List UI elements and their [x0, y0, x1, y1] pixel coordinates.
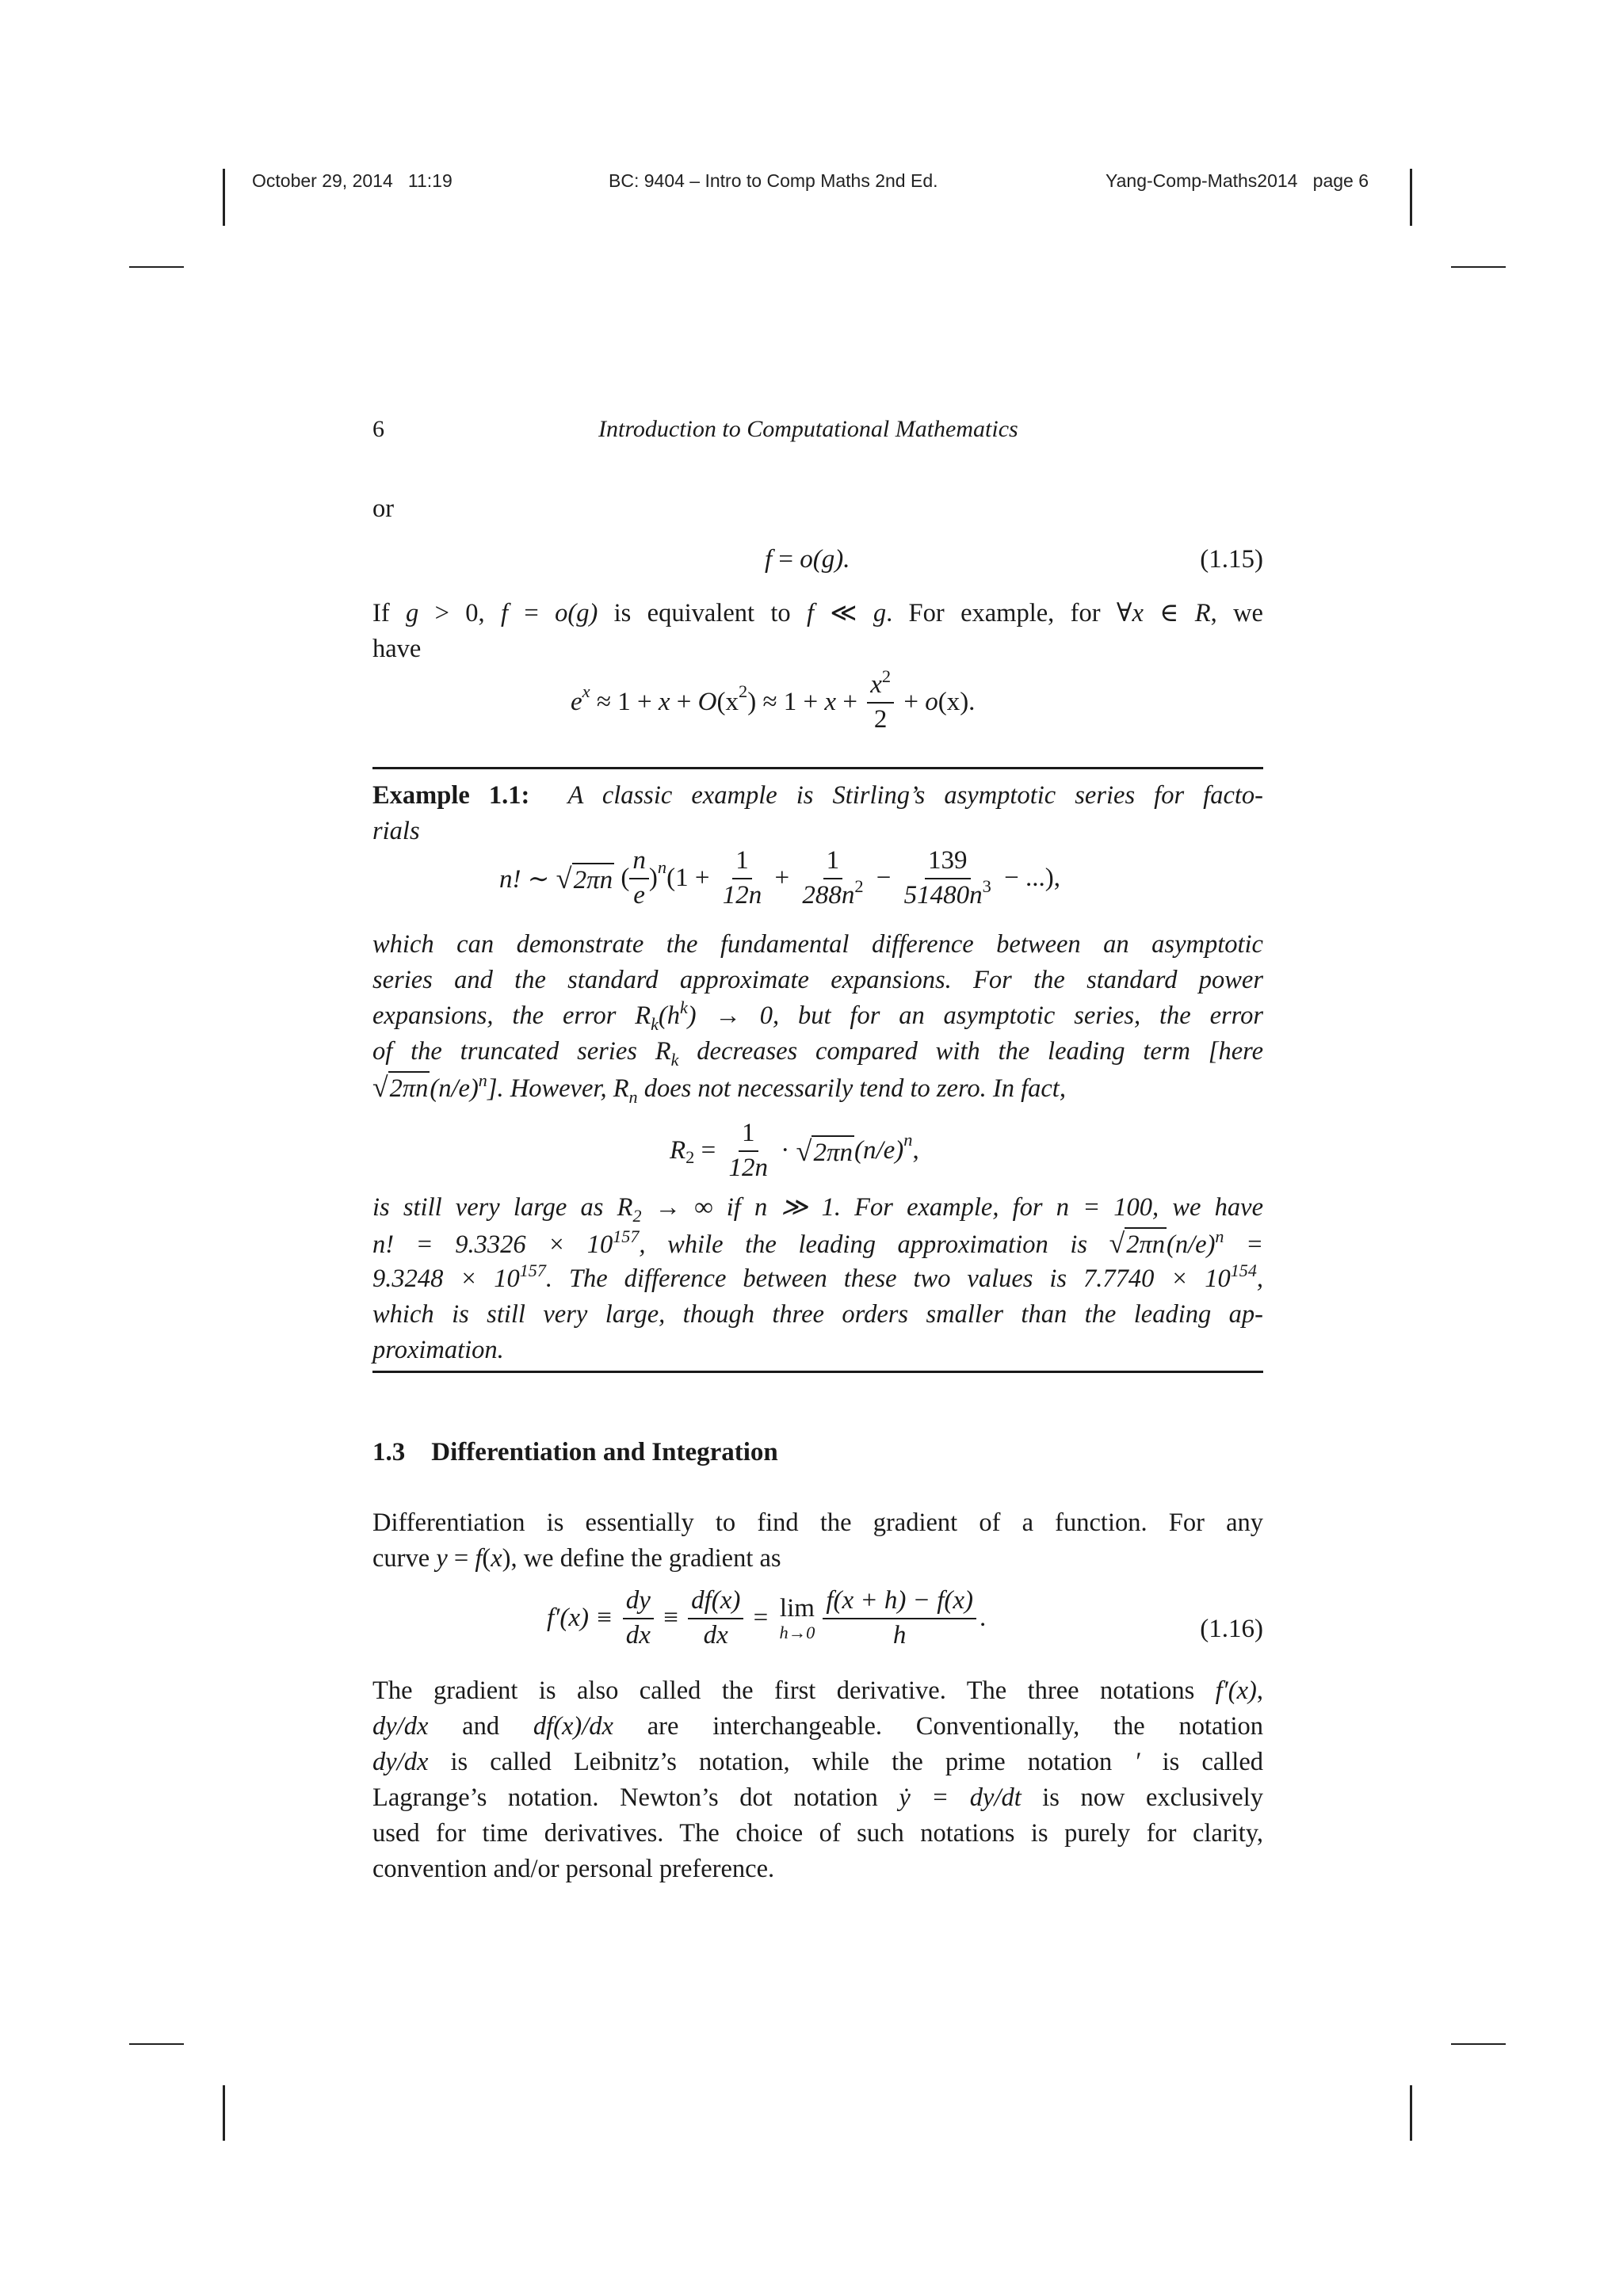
paragraph-2-line-2: curve y = f(x), we define the gradient as: [372, 1544, 781, 1573]
text-or: or: [372, 494, 395, 523]
crop-mark-bottom-right-vertical: [1410, 2085, 1412, 2141]
crop-mark-top-left-vertical: [223, 169, 225, 226]
sqrt-2-pi-n: √2πn: [556, 862, 613, 894]
paragraph-3-line-4: Lagrange’s notation. Newton’s dot notation ẏ = dy/dt is now exclusively: [372, 1783, 1263, 1812]
fraction-1-over-12n-r2: $\frac{1}{12n}$: [728, 1119, 769, 1182]
example-text-line-1: which can demonstrate the fundamental difference between an asymptotic: [372, 930, 1263, 959]
fraction-difference-quotient: $\frac{f(x + h) - f(x)}{h}$: [823, 1586, 976, 1651]
paragraph-3-line-2: dy/dx and df(x)/dx are interchangeable. Conventionally, the notation: [372, 1712, 1263, 1741]
example-text-line-5: $√2\pi n(n/e)^n$]. However, $R_n$ does not necessarily tend to zero. In fact,: [372, 1070, 1066, 1107]
paragraph-3-line-3: dy/dx is called Leibnitz’s notation, while the prime notation ′ is called: [372, 1748, 1263, 1776]
fraction-dfx-dx: $\frac{df(x)}{dx}$: [688, 1586, 743, 1651]
fraction-1-over-288n2: $\frac{1}{288n^2}$: [802, 846, 864, 910]
crop-mark-top-right-horizontal: [1451, 266, 1506, 268]
equation-number-1-16: (1.16): [1200, 1615, 1263, 1643]
example-1-1-intro-line-2: rials: [372, 817, 420, 845]
example-label: Example 1.1:: [372, 781, 530, 810]
crop-mark-bottom-left-horizontal: [129, 2043, 184, 2045]
example-text-line-3: expansions, the error $R_k(h^k) \to 0$, but for an asymptotic series, the error: [372, 997, 1263, 1034]
example-text-line-7: n! = $9.3326 \times 10^{157}$, while the leading approximation is $√2\pi n(n/e)^n$ =: [372, 1226, 1263, 1259]
paragraph-3-line-1: The gradient is also called the first derivative. The three notations f′(x),: [372, 1676, 1263, 1705]
print-header-file: Yang-Comp-Maths2014 page 6: [1106, 170, 1369, 191]
page-number: 6: [372, 416, 384, 442]
example-top-rule: [372, 767, 1263, 769]
example-bottom-rule: [372, 1371, 1263, 1373]
example-text-line-2: series and the standard approximate expansions. For the standard power: [372, 966, 1263, 994]
crop-mark-top-left-horizontal: [129, 266, 184, 268]
example-1-1-intro-line-1: Example 1.1: A classic example is Stirling’s asymptotic series for facto-: [372, 781, 1263, 810]
fraction-139-over-51480n3: $\frac{139}{51480n^3}$: [903, 846, 991, 910]
paragraph-3-line-6: convention and/or personal preference.: [372, 1855, 775, 1883]
section-heading-1-3: 1.3 Differentiation and Integration: [372, 1438, 778, 1466]
paragraph-1-line-2: have: [372, 635, 422, 663]
fraction-1-over-12n: $\frac{1}{12n}$: [722, 846, 762, 910]
example-text-line-10: proximation.: [372, 1336, 504, 1364]
fraction-x-squared-over-2: $\frac{x^2}{2}$: [867, 670, 894, 735]
limit-operator: lim h→0: [779, 1594, 815, 1642]
equation-number-1-15: (1.15): [1200, 545, 1263, 574]
crop-mark-top-right-vertical: [1410, 169, 1412, 226]
running-title: Introduction to Computational Mathematics: [598, 416, 1018, 442]
fraction-dy-dx: $\frac{dy}{dx}$: [623, 1586, 654, 1651]
example-text-line-9: which is still very large, though three orders smaller than the leading ap-: [372, 1300, 1263, 1329]
print-header-date: October 29, 2014 11:19: [252, 170, 453, 191]
example-text-line-8: $9.3248 \times 10^{157}$. The difference between these two values is $7.7740 \times 10^{154}$,: [372, 1260, 1263, 1293]
print-header-book: BC: 9404 – Intro to Comp Maths 2nd Ed.: [609, 170, 938, 191]
crop-mark-bottom-left-vertical: [223, 2085, 225, 2141]
example-text-line-4: of the truncated series $R_k$ decreases compared with the leading term [here: [372, 1037, 1263, 1070]
example-text-line-6: is still very large as $R_2$ → ∞ if n ≫ 1. For example, for n = 100, we have: [372, 1193, 1264, 1226]
paragraph-3-line-5: used for time derivatives. The choice of such notations is purely for clarity,: [372, 1819, 1263, 1848]
paragraph-2-line-1: Differentiation is essentially to find the gradient of a function. For any: [372, 1508, 1263, 1537]
fraction-n-over-e: $\frac{n}{e}$: [629, 846, 649, 911]
paragraph-1-line-1: If g > 0, f = o(g) is equivalent to f ≪ g. For example, for ∀x ∈ R, we: [372, 599, 1263, 627]
crop-mark-bottom-right-horizontal: [1451, 2043, 1506, 2045]
